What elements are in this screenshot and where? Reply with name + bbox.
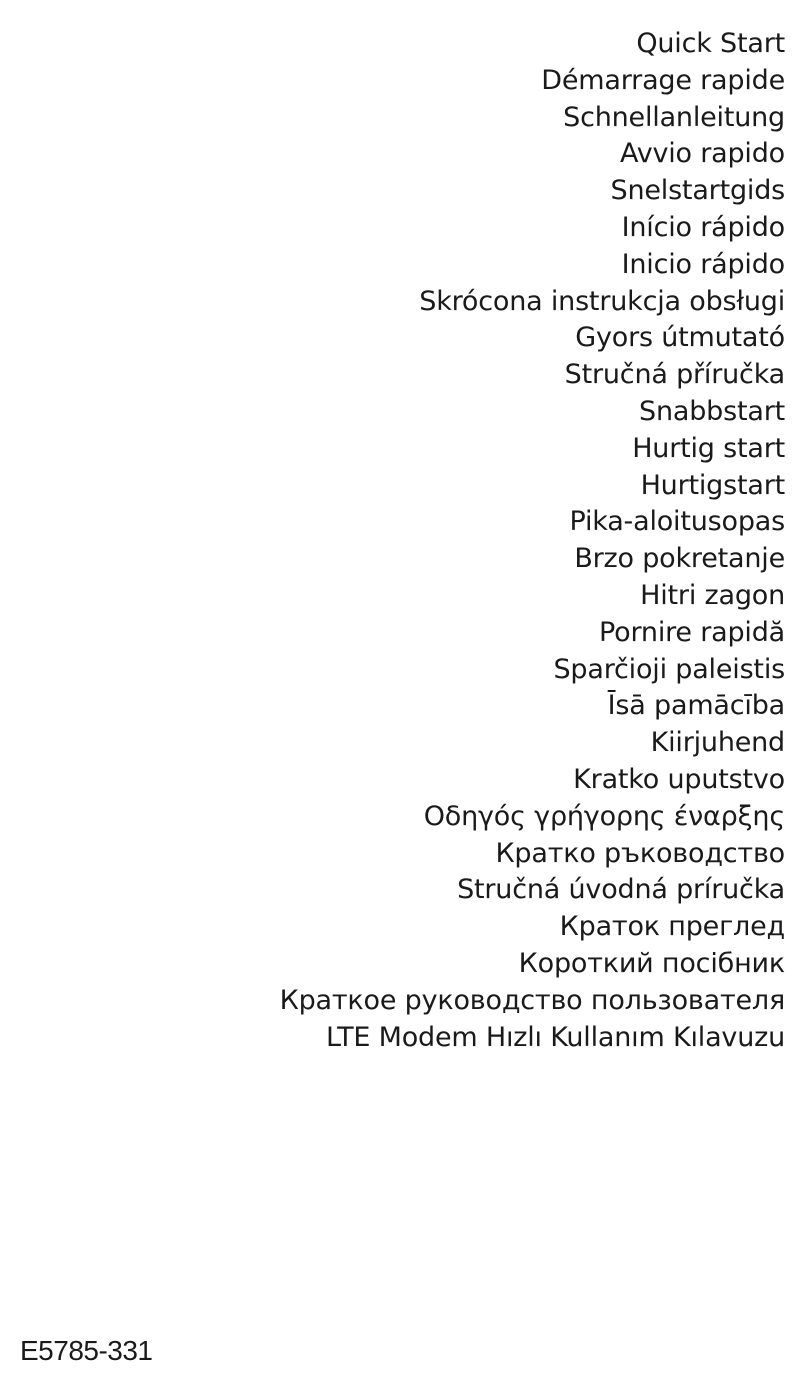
title-czech: Stručná příručka — [564, 359, 785, 391]
model-number: E5785-331 — [20, 1335, 153, 1366]
title-ukrainian: Короткий посібник — [518, 947, 785, 979]
title-estonian: Kiirjuhend — [650, 727, 785, 759]
title-russian: Краткое руководство пользователя — [279, 984, 785, 1016]
title-danish: Hurtig start — [632, 432, 785, 464]
title-turkish: LTE Modem Hızlı Kullanım Kılavuzu — [325, 1021, 785, 1053]
title-bulgarian: Кратко ръководство — [495, 837, 785, 869]
title-polish: Skrócona instrukcja obsługi — [419, 285, 785, 317]
title-slovenian: Hitri zagon — [640, 579, 785, 611]
title-italian: Avvio rapido — [620, 138, 785, 170]
title-romanian: Pornire rapidă — [599, 616, 785, 648]
title-serbian: Kratko uputstvo — [573, 763, 785, 795]
title-latvian: Īsā pamācība — [607, 690, 785, 722]
title-hungarian: Gyors útmutató — [575, 322, 785, 354]
title-norwegian: Hurtigstart — [640, 469, 785, 501]
quick-start-title-list — [280, 26, 785, 1056]
title-slovak: Stručná úvodná príručka — [457, 874, 785, 906]
title-greek: Οδηγός γρήγορης έναρξης — [423, 800, 785, 832]
title-portuguese: Início rápido — [621, 211, 785, 243]
title-lithuanian: Sparčioji paleistis — [553, 653, 785, 685]
title-dutch: Snelstartgids — [610, 175, 785, 207]
title-macedonian: Краток преглед — [559, 911, 785, 943]
title-french: Démarrage rapide — [541, 64, 785, 96]
title-spanish: Inicio rápido — [621, 248, 785, 280]
title-finnish: Pika-aloitusopas — [569, 506, 785, 538]
title-english: Quick Start — [636, 28, 785, 59]
title-croatian: Brzo pokretanje — [574, 543, 785, 575]
title-swedish: Snabbstart — [639, 395, 785, 427]
title-german: Schnellanleitung — [563, 101, 785, 133]
